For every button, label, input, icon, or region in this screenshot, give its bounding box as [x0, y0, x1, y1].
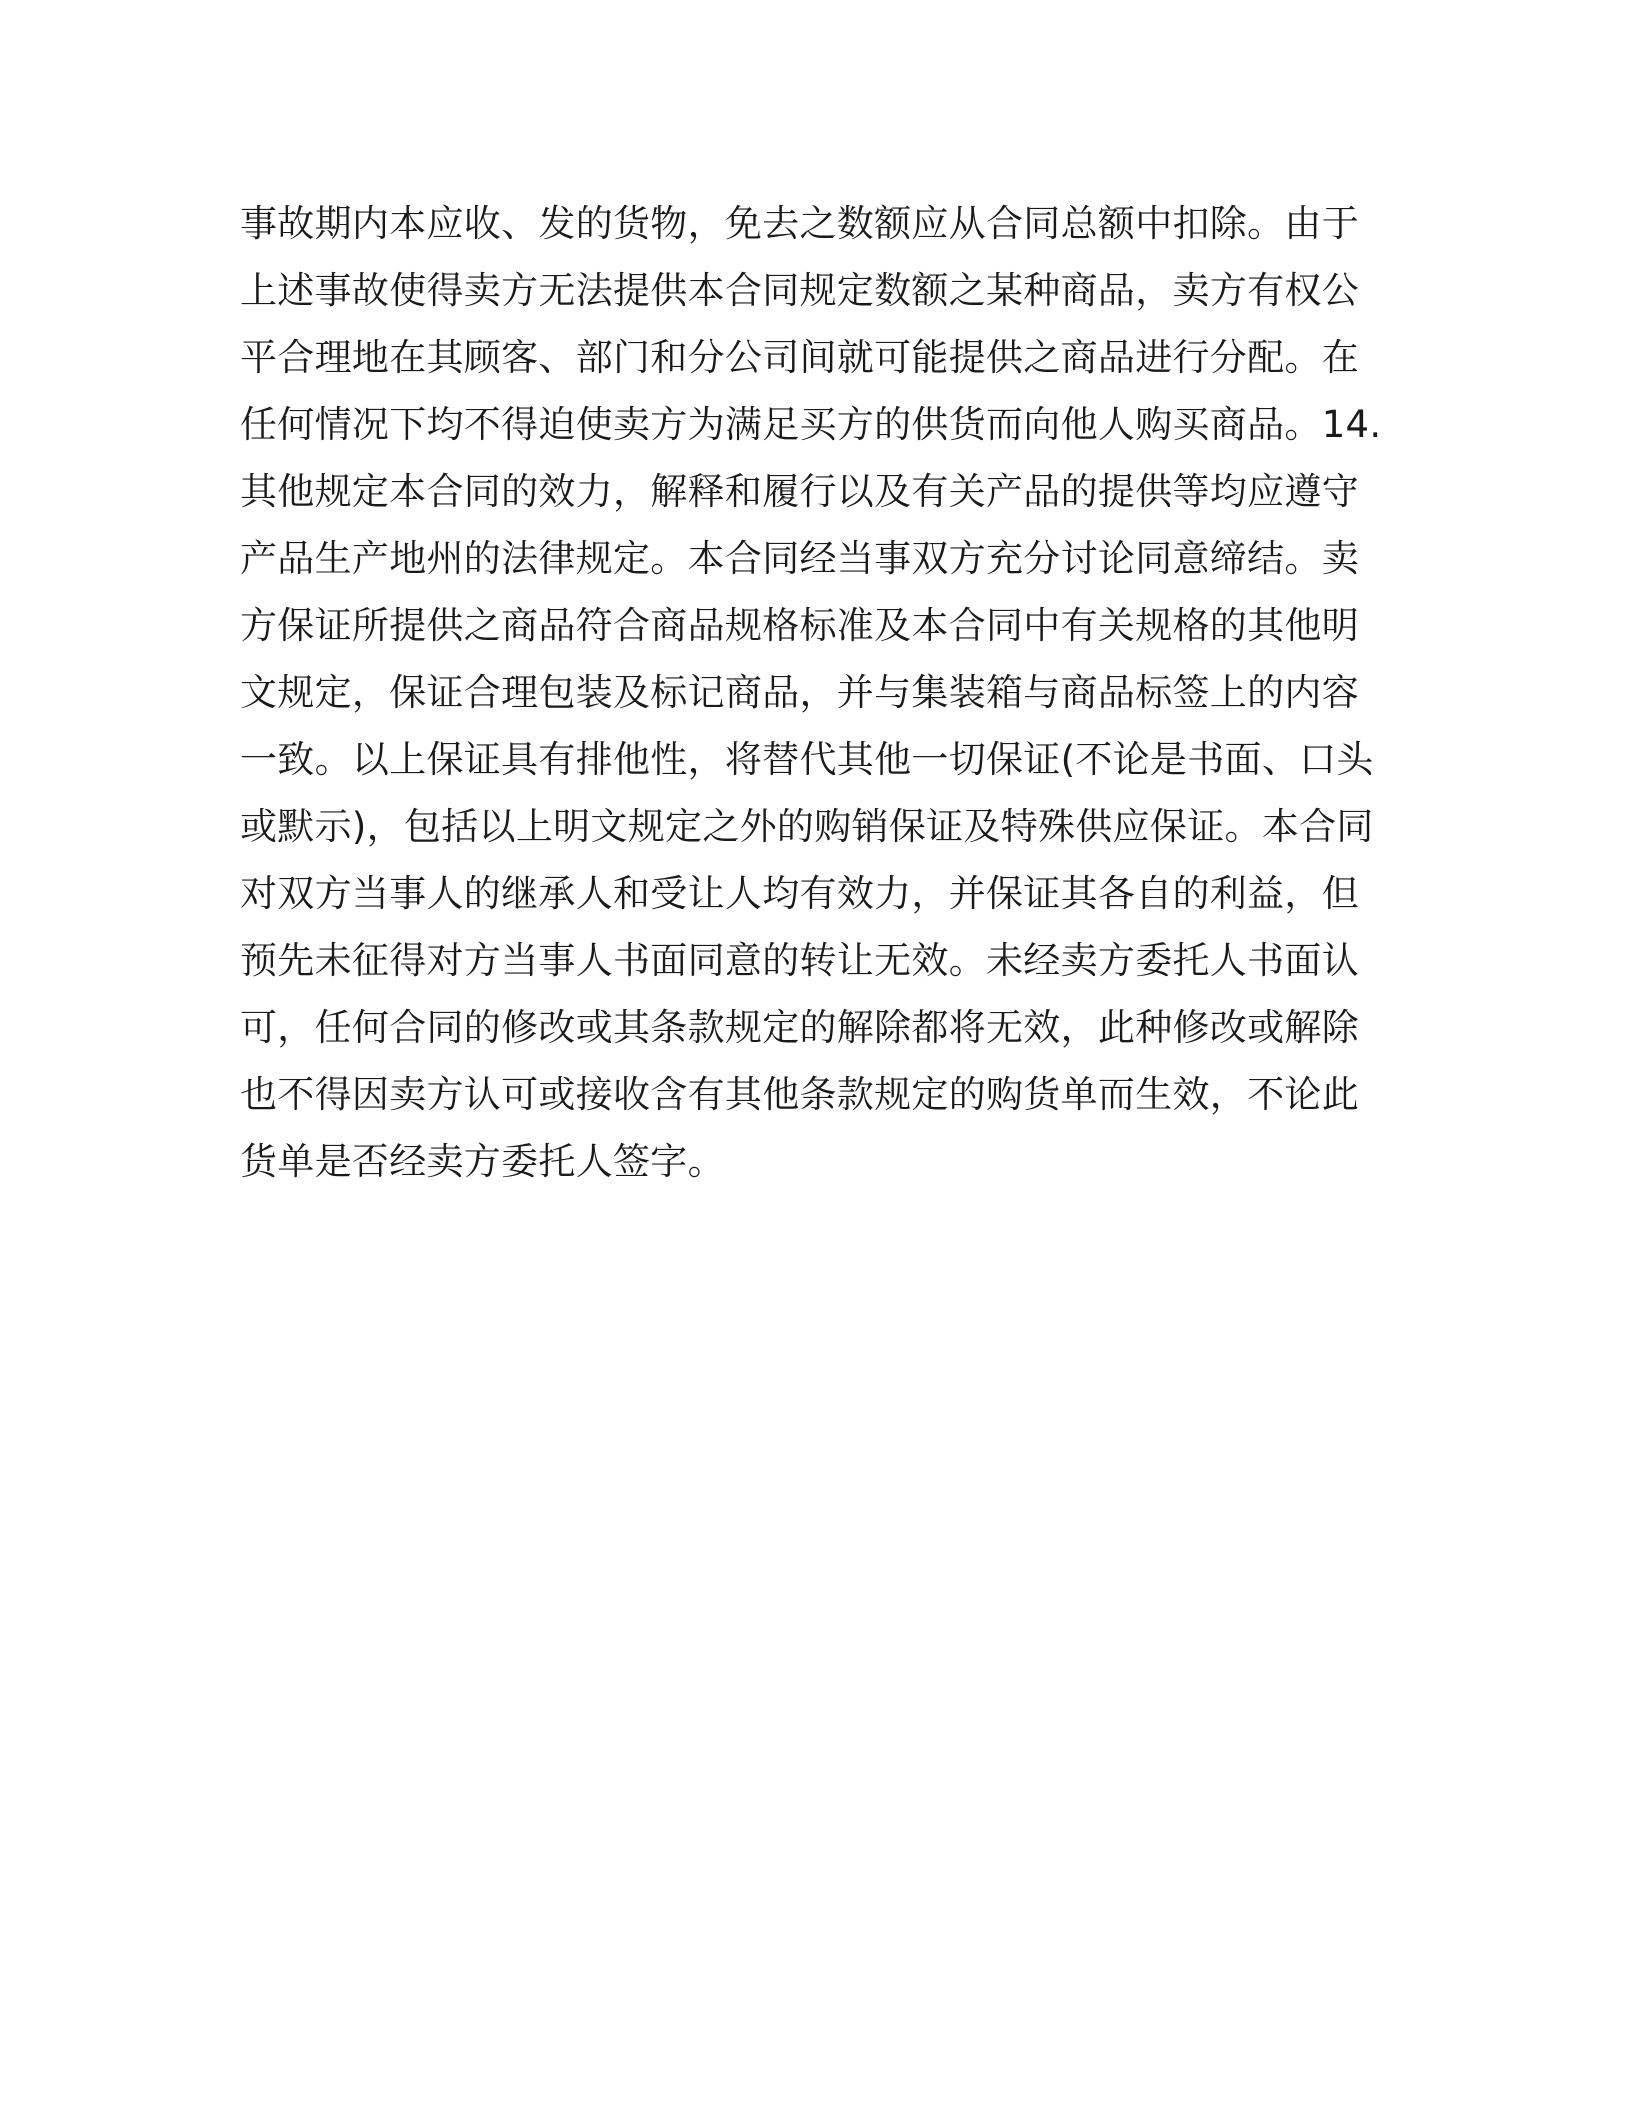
text-line: 可，任何合同的修改或其条款规定的解除都将无效，此种修改或解除	[240, 1006, 1359, 1049]
text-line: 预先未征得对方当事人书面同意的转让无效。未经卖方委托人书面认	[240, 939, 1359, 982]
text-line: 方保证所提供之商品符合商品规格标准及本合同中有关规格的其他明	[240, 604, 1359, 647]
text-line: 产品生产地州的法律规定。本合同经当事双方充分讨论同意缔结。卖	[240, 537, 1359, 580]
text-line: 其他规定本合同的效力，解释和履行以及有关产品的提供等均应遵守	[240, 470, 1359, 513]
text-line: 对双方当事人的继承人和受让人均有效力，并保证其各自的利益，但	[240, 872, 1359, 915]
text-line: 文规定，保证合理包装及标记商品，并与集装箱与商品标签上的内容	[240, 671, 1359, 714]
text-line: 一致。以上保证具有排他性，将替代其他一切保证(不论是书面、口头	[240, 738, 1374, 781]
text-line: 平合理地在其顾客、部门和分公司间就可能提供之商品进行分配。在	[240, 336, 1359, 379]
text-line: 事故期内本应收、发的货物，免去之数额应从合同总额中扣除。由于	[240, 202, 1359, 245]
text-line: 上述事故使得卖方无法提供本合同规定数额之某种商品，卖方有权公	[240, 269, 1359, 312]
body-paragraph	[240, 190, 1380, 1195]
text-line: 任何情况下均不得迫使卖方为满足买方的供货而向他人购买商品。14.	[240, 403, 1382, 446]
text-line: 或默示)，包括以上明文规定之外的购销保证及特殊供应保证。本合同	[240, 805, 1374, 848]
text-line: 也不得因卖方认可或接收含有其他条款规定的购货单而生效，不论此	[240, 1073, 1359, 1116]
text-line: 货单是否经卖方委托人签字。	[240, 1140, 725, 1183]
